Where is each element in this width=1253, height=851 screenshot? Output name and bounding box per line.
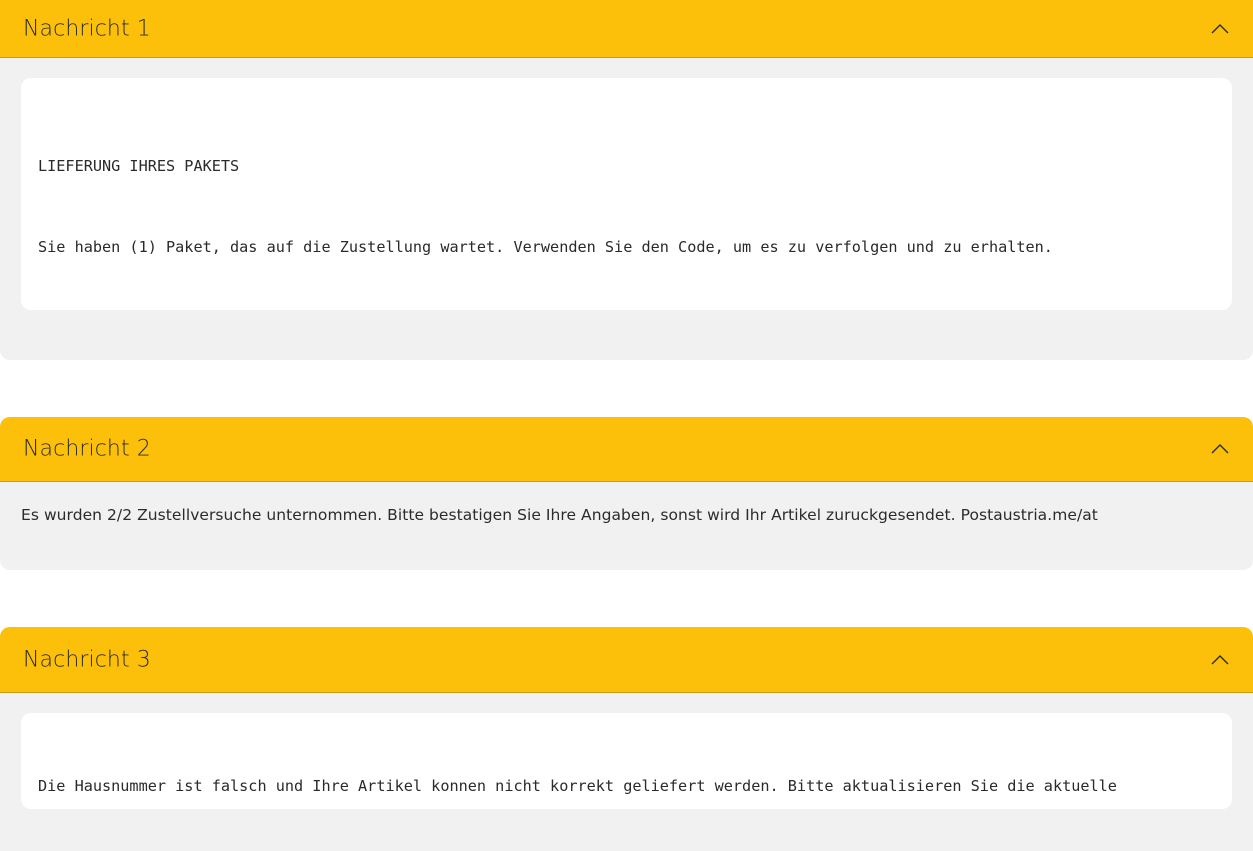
message-title: Nachricht 3 (23, 647, 151, 672)
message-panel-3 (0, 627, 1253, 851)
message-title: Nachricht 2 (23, 436, 151, 462)
message-header-1[interactable] (0, 0, 1253, 58)
message-header-2[interactable] (0, 417, 1253, 482)
message-panel-2 (0, 417, 1253, 570)
chevron-up-icon[interactable] (1211, 23, 1229, 35)
text-line (38, 315, 1215, 342)
text-line: Die Hausnummer ist falsch und Ihre Artikel konnen nicht korrekt geliefert werden. Bitte aktualisieren Sie die aktuelle (38, 777, 1117, 795)
message-text (38, 99, 1215, 360)
message-title: Nachricht 1 (23, 16, 151, 41)
message-panel-1 (0, 0, 1253, 360)
chevron-up-icon[interactable] (1211, 654, 1229, 666)
text-line: Sie haben (1) Paket, das auf die Zustellung wartet. Verwenden Sie den Code, um es zu verfolgen und zu erhalten. (38, 238, 1053, 256)
message-body-3 (21, 713, 1232, 809)
message-body-1 (21, 78, 1232, 310)
message-text: Es wurden 2/2 Zustellversuche unternommen. Bitte bestatigen Sie Ihre Angaben, sonst wird Ihr Artikel zuruckgesendet. Postaustria.me/at (21, 506, 1098, 524)
chevron-up-icon[interactable] (1211, 443, 1229, 455)
message-header-3[interactable] (0, 627, 1253, 693)
message-text (38, 719, 1215, 851)
text-line: LIEFERUNG IHRES PAKETS (38, 157, 240, 175)
